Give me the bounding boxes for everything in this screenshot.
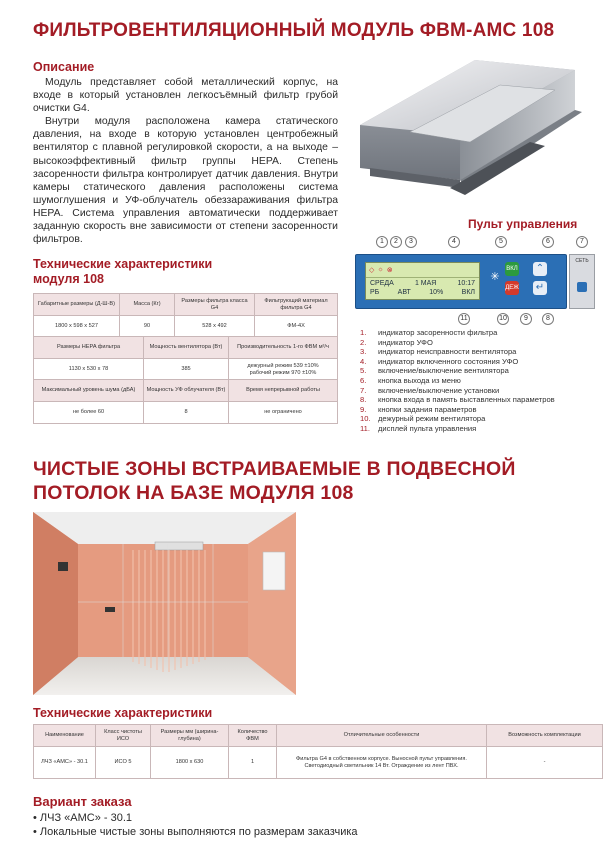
panel-side	[569, 254, 595, 309]
panel-heading: Пульт управления	[468, 217, 578, 231]
order-heading: Вариант заказа	[33, 794, 132, 809]
spec-value: 1130 х 530 х 78	[34, 359, 144, 381]
specs1-heading	[33, 257, 212, 287]
spec-header: Масса (Кг)	[120, 294, 175, 316]
legend-item: 6. кнопка выхода из меню	[360, 375, 461, 385]
control-panel-diagram	[355, 230, 595, 325]
callout-4: 4	[448, 236, 460, 248]
legend-item: 11. дисплей пульта управления	[360, 423, 477, 433]
description-paragraph-1: Модуль представляет собой металлический корпус, на входе в который установлен легкосъёмный фильтр грубой очистки G4.	[33, 77, 338, 115]
lcd-percent: 10%	[429, 289, 444, 296]
spec-header: Габаритные размеры (Д-Ш-В)	[34, 294, 120, 316]
memory-enter-button[interactable]: ↵	[533, 281, 547, 295]
specs1-table-3	[33, 379, 338, 424]
menu-exit-button[interactable]: ⌃	[533, 262, 547, 276]
table-header: Отличительные особенности	[277, 725, 487, 747]
spec-value: 1800 х 598 х 527	[34, 316, 120, 338]
spec-header: Максимальный уровень шума (дБА)	[34, 380, 144, 402]
specs1-table-2	[33, 336, 338, 381]
list-item: • Локальные чистые зоны выполняются по размерам заказчика	[33, 826, 358, 838]
panel-legend	[360, 328, 605, 434]
callout-10: 10	[497, 313, 509, 325]
description-heading: Описание	[33, 60, 95, 74]
lcd-time: 10:17	[457, 280, 475, 287]
legend-item: 8. кнопка входа в память выставленных параметров	[360, 395, 555, 405]
table-cell: -	[487, 747, 603, 779]
spec-value: не более 60	[34, 402, 144, 424]
spec-value	[229, 359, 338, 381]
specs1-heading-line1: Технические характеристики	[33, 257, 213, 271]
order-list	[33, 811, 358, 839]
table-cell: Фильтра G4 в собственном корпусе. Выносной пульт управления. Светодиодный светильник 14 Вт. Ограждение из лент ПВХ.	[277, 747, 487, 779]
clean-room-illustration	[33, 512, 296, 695]
clean-zone-title-line1: ЧИСТЫЕ ЗОНЫ ВСТРАИВАЕМЫЕ В ПОДВЕСНОЙ	[33, 458, 516, 480]
legend-item: 2. индикатор УФО	[360, 337, 433, 347]
fan-on-button[interactable]: ВКЛ	[505, 262, 519, 276]
table-cell: 1	[229, 747, 277, 779]
spec-value: 90	[120, 316, 175, 338]
spec-value: 8	[144, 402, 229, 424]
power-button[interactable]	[577, 282, 587, 292]
page-title: ФИЛЬТРОВЕНТИЛЯЦИОННЫЙ МОДУЛЬ ФВМ-АМС 108	[33, 20, 555, 41]
spec-value-duty: дежурный режим 539 ±10%	[247, 362, 319, 369]
specs2-heading: Технические характеристики	[33, 706, 213, 720]
lcd-day: СРЕДА	[370, 280, 394, 287]
spec-value: не ограничено	[229, 402, 338, 424]
callout-3: 3	[405, 236, 417, 248]
callout-1: 1	[376, 236, 388, 248]
legend-item: 10. дежурный режим вентилятора	[360, 414, 486, 424]
table-cell: 1800 х 630	[151, 747, 229, 779]
clean-zone-title	[33, 457, 516, 505]
legend-item: 3. индикатор неисправности вентилятора	[360, 347, 517, 357]
specs1-heading-line2: модуля 108	[33, 272, 104, 286]
spec-header: Размеры HEPA фильтра	[34, 337, 144, 359]
lcd-date: 1 МАЯ	[414, 280, 437, 287]
legend-item: 5. включение/выключение вентилятора	[360, 366, 509, 376]
lcd-state: ВКЛ	[461, 289, 475, 296]
legend-item: 1. индикатор засоренности фильтра	[360, 328, 498, 337]
callout-8: 8	[542, 313, 554, 325]
table-header: Количество ФВМ	[229, 725, 277, 747]
net-label: СЕТЬ	[575, 258, 589, 264]
callout-7: 7	[576, 236, 588, 248]
spec-header: Производительность 1-го ФВМ м³/ч	[229, 337, 338, 359]
callout-11: 11	[458, 313, 470, 325]
table-row	[34, 747, 603, 779]
callout-2: 2	[390, 236, 402, 248]
spec-value: ФМ-4Х	[255, 316, 338, 338]
legend-item: 4. индикатор включенного состояния УФО	[360, 356, 519, 366]
filter-indicator-icon: ◇	[369, 267, 375, 274]
spec-header: Мощность вентилятора (Вт)	[144, 337, 229, 359]
lcd-line-1	[366, 278, 479, 287]
spec-value: 385	[144, 359, 229, 381]
description-paragraph-2: Внутри модуля расположена камера статического давления, на входе в которую установлен центробежный вентилятор с плавной регулировкой скорости, а на выходе – высокоэффективный фильтр группы HEPA. Степень засоренности фильтра контролирует датчик давления. Внутри камеры статического давления расположены система шумоглушения и УФ-облучатель обеззараживания фильтра HEPA. Система управления автоматически поддерживает заданную скорость вне зависимости от степени засоренности фильтров.	[33, 116, 338, 246]
specs2-table	[33, 724, 603, 779]
lcd-icons-row	[366, 263, 479, 278]
table-cell: ЛЧЗ «АМС» - 30.1	[34, 747, 96, 779]
spec-value-work: рабочий режим 970 ±10%	[249, 369, 317, 376]
table-header: Наименование	[34, 725, 96, 747]
table-header: Размеры мм (ширина-глубина)	[151, 725, 229, 747]
callout-9: 9	[520, 313, 532, 325]
description-text	[33, 76, 338, 246]
callout-5: 5	[495, 236, 507, 248]
lcd-display	[365, 262, 480, 300]
spec-header: Время непрерывной работы	[229, 380, 338, 402]
uv-on-indicator-icon: ✳	[490, 271, 500, 283]
standby-button[interactable]: ДЕЖ	[505, 281, 519, 295]
legend-item: 9. кнопки задания параметров	[360, 404, 477, 414]
table-header: Возможность комплектации	[487, 725, 603, 747]
table-cell: ИСО 5	[96, 747, 151, 779]
table-header: Класс чистоты ИСО	[96, 725, 151, 747]
fan-fault-icon: ⊗	[386, 267, 393, 274]
callout-6: 6	[542, 236, 554, 248]
spec-header: Фильтрующий материал фильтра G4	[255, 294, 338, 316]
spec-value: 528 х 492	[175, 316, 255, 338]
spec-header: Мощность УФ облучателя (Вт)	[144, 380, 229, 402]
module-illustration	[350, 50, 595, 205]
clean-zone-title-line2: ПОТОЛОК НА БАЗЕ МОДУЛЯ 108	[33, 482, 354, 504]
lcd-mode: РБ	[370, 289, 380, 296]
list-item: • ЛЧЗ «АМС» - 30.1	[33, 812, 133, 824]
spec-header: Размеры фильтра класса G4	[175, 294, 255, 316]
specs1-table-1	[33, 293, 338, 338]
lcd-auto: АВТ	[397, 289, 411, 296]
legend-item: 7. включение/выключение установки	[360, 385, 500, 395]
lcd-line-2	[366, 287, 479, 296]
uv-indicator-icon: ☼	[377, 266, 384, 273]
